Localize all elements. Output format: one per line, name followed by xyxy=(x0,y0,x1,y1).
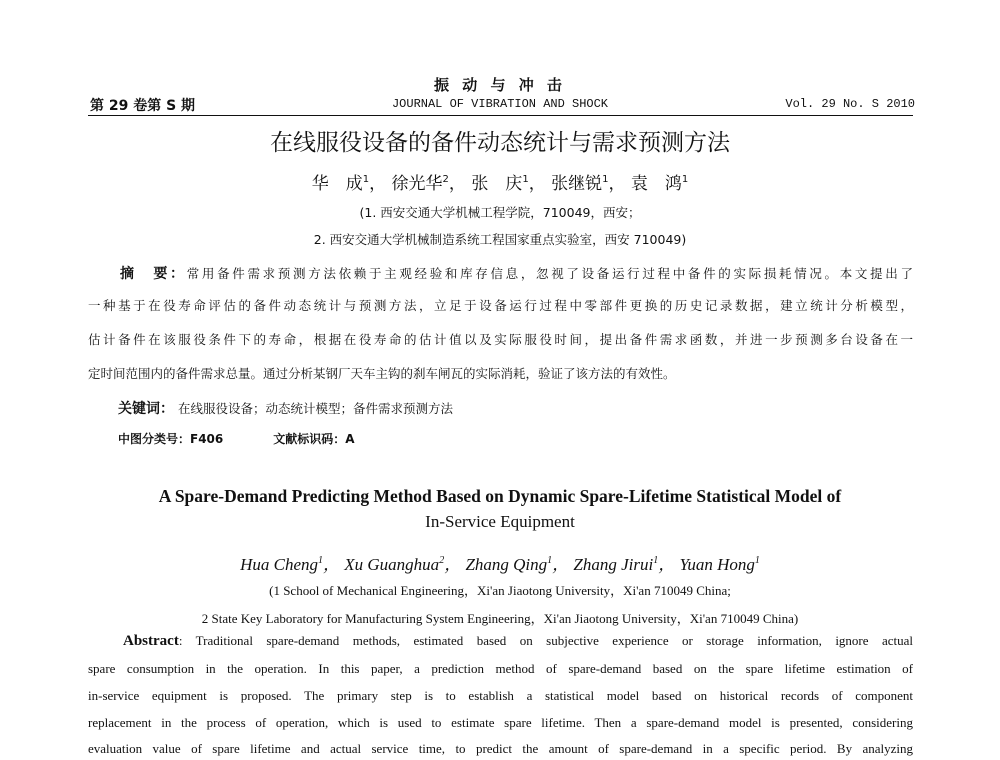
paper-title-cn: 在线服役设备的备件动态统计与需求预测方法 xyxy=(270,130,730,156)
author-en: Hua Cheng$^1$， xyxy=(240,555,341,574)
affiliation-cn-1: (1. 西安交通大学机械工程学院，710049，西安； xyxy=(359,205,641,220)
document-code: 文献标识码：A xyxy=(273,432,355,446)
journal-title-en: JOURNAL OF VIBRATION AND SHOCK xyxy=(391,97,609,111)
abstract-en-line: replacement in the process of operation, which is used to estimate spare lifetime. Then a spare-demand model is presented, considering xyxy=(88,715,913,730)
classification-row xyxy=(118,430,355,447)
author-list-en xyxy=(0,550,1000,575)
affiliation-cn-2: 2. 西安交通大学机械制造系统工程国家重点实验室，西安 710049) xyxy=(313,232,687,247)
author-cn: 张继锐$^1$， xyxy=(551,174,626,194)
author-en: Zhang Jirui$^1$， xyxy=(573,555,676,574)
journal-title-cn: 振 动 与 冲 击 xyxy=(434,76,566,94)
abstract-en-line: Abstract: Traditional spare-demand methods, estimated based on subjective experience or storage information, ignore actual xyxy=(123,633,913,649)
keywords-cn xyxy=(118,398,453,418)
volume-issue-en: Vol. 29 No. S 2010 xyxy=(785,97,915,111)
keywords-label-cn: 关键词： xyxy=(118,401,174,417)
keywords-text-cn: 在线服役设备；动态统计模型；备件需求预测方法 xyxy=(177,401,453,416)
author-en: Yuan Hong$^1$ xyxy=(679,555,760,574)
abstract-cn-line: 估计备件在该服役条件下的寿命，根据在役寿命的估计值以及实际服役时间，提出备件需求函数，并进一步预测多台设备在一 xyxy=(88,332,913,347)
affiliation-en-2: 2 State Key Laboratory for Manufacturing System Engineering，Xi'an Jiaotong University，Xi'an 710049 China) xyxy=(201,611,799,626)
abstract-label-en: Abstract xyxy=(123,633,179,649)
author-list-cn xyxy=(0,169,1000,194)
author-cn: 华 成$^1$， xyxy=(311,174,387,194)
abstract-en-line: in-service equipment is proposed. The primary step is to establish a statistical model based on historical records of component xyxy=(88,688,913,703)
abstract-cn-line: 摘 要：常用备件需求预测方法依赖于主观经验和库存信息，忽视了设备运行过程中备件的实际损耗情况。本文提出了 xyxy=(120,266,913,282)
author-en: Zhang Qing$^1$， xyxy=(465,555,570,574)
clc-number: 中图分类号：F406 xyxy=(118,432,224,446)
paper-title-en-line-2: In-Service Equipment xyxy=(425,512,575,531)
abstract-en-line: evaluation value of spare lifetime and actual service time, to predict the amount of spare-demand in a specific period. By analyzing xyxy=(88,741,913,756)
author-cn: 袁 鸿$^1$ xyxy=(630,174,689,194)
author-cn: 张 庆$^1$， xyxy=(471,174,546,194)
paper-title-en-line-1: A Spare-Demand Predicting Method Based on Dynamic Spare-Lifetime Statistical Model of xyxy=(158,486,842,506)
author-en: Xu Guanghua$^2$， xyxy=(344,555,462,574)
abstract-cn-line: 定时间范围内的备件需求总量。通过分析某钢厂天车主钩的刹车闸瓦的实际消耗，验证了该方法的有效性。 xyxy=(88,366,676,381)
author-cn: 徐光华$^2$， xyxy=(391,174,466,194)
volume-issue-cn: 第 29 卷第 S 期 xyxy=(90,98,196,114)
abstract-label-cn: 摘 要： xyxy=(120,266,187,282)
abstract-en-line: spare consumption in the operation. In this paper, a prediction method of spare-demand based on the spare lifetime estimation of xyxy=(88,661,913,676)
affiliation-en-1: (1 School of Mechanical Engineering，Xi'an Jiaotong University，Xi'an 710049 China; xyxy=(269,583,731,598)
abstract-cn-line: 一种基于在役寿命评估的备件动态统计与预测方法，立足于设备运行过程中零部件更换的历史记录数据，建立统计分析模型， xyxy=(88,298,913,313)
header-divider xyxy=(88,115,913,116)
